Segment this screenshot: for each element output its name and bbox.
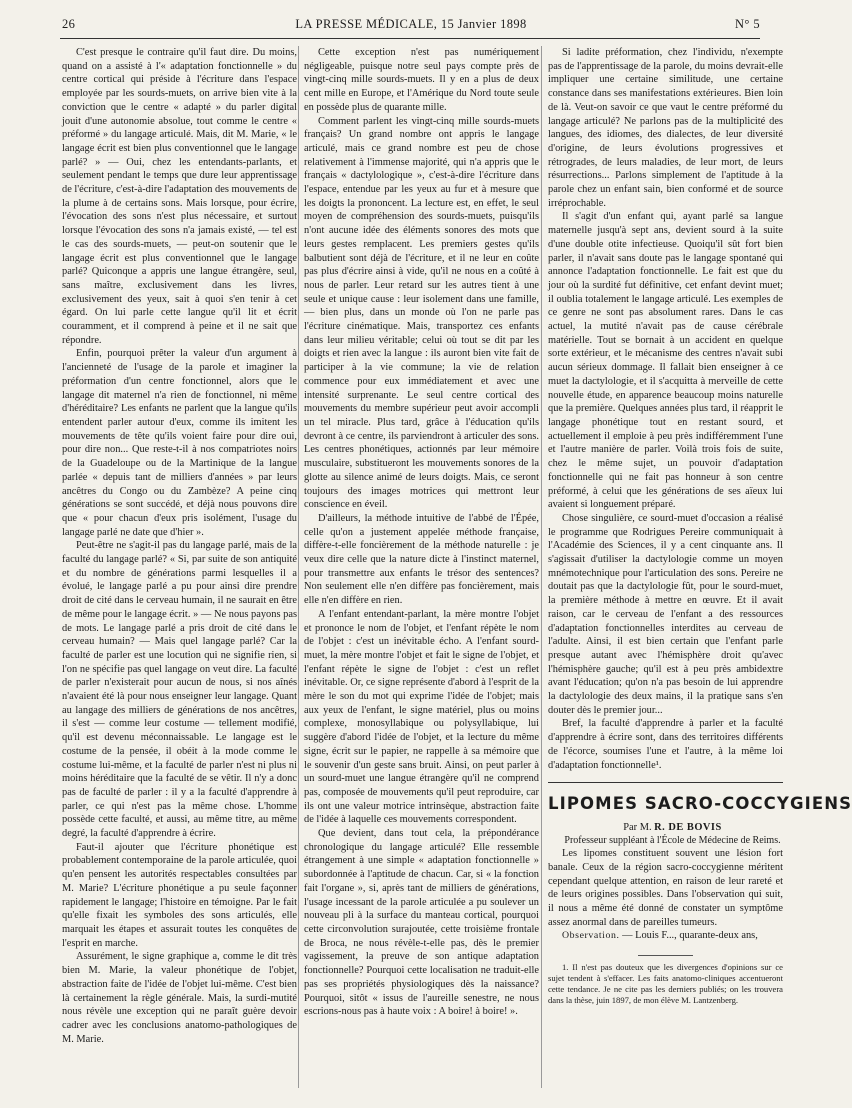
author-name: R. DE BOVIS — [654, 821, 722, 833]
journal-title: LA PRESSE MÉDICALE, 15 Janvier 1898 — [295, 17, 527, 31]
paragraph: Chose singulière, ce sourd-muet d'occasion a réalisé le programme que Rodrigues Pereire communiquait à l'Académie des Sciences, il y a cent cinquante ans. Il s'agissait d'utiliser la dactylologie comme un moyen mnémotechnique pour l'articulation des sons. Pereire ne doutait pas que la dactylologie fût, pour le sourd-muet, la première méthode à mettre en œuvre. Et il avait raison, car le cerveau de l'enfant a des ressources d'adaptation fonctionnelles interdites au cerveau de l'adulte. Ainsi, il est bien certain que l'enfant parle presque autant avec l'hémisphère droit qu'avec l'hémisphère gauche; qu'il est à peu près ambidextre avant l'éducation; qu'on n'a pas besoin de lui apprendre la dactylologie des deux mains, il la pratique sans s'en douter dès le premier jour... — [548, 512, 783, 716]
paragraph: C'est presque le contraire qu'il faut dire. Du moins, quand on a assisté à l'« adaptation fonctionnelle » du centre cortical qui préside à l'écriture dans l'espace employée par les sourds-muets, on arrive bien vite à la conviction que le centre « adapté » du parler digital jouit d'une autonomie absolue, tout comme le centre « préformé » du langage articulé. Mais, dit M. Marie, « le langage écrit est bien plus conventionnel que le langage parlé? » — Oui, chez les entendants-parlants, et seulement pendant le temps que dure leur apprentissage de l'écriture, c'est-à-dire l'adaptation des mouvements de la plume à de certains sons. Mais lorsque, pour écrire, l'évocation des sons n'est plus nécessaire, et surtout lorsque l'évocation des sons n'a jamais existé, — tel est le cas des sourds-muets, — peut-on soutenir que le langage écrit est plus conventionnel que le langage parlé? Quiconque a appris une langue étrangère, seul, sans maître, exclusivement dans les livres, exclusivement des yeux, sait à quoi s'en tenir à cet égard. On lui parle cette langue qu'il lit et écrit couramment, et il comprend à peine et il ne sait que répondre. — [62, 47, 297, 346]
text-column-3 — [548, 46, 852, 1006]
column-divider — [298, 46, 299, 1088]
paragraph: A l'enfant entendant-parlant, la mère montre l'objet et prononce le nom de l'objet, et l'enfant répète le nom de l'objet : c'est un inévitable écho. A l'enfant sourd-muet, la mère montre l'objet et fait le signe de l'objet, et l'enfant répète le signe de l'objet : c'est un reflet inévitable. Or, ce signe représente d'abord à l'esprit de la mère le son du mot qui exprime l'idée de l'objet; mais aux yeux de l'enfant, le signe matériel, plus ou moins complexe, monosyllabique ou polysyllabique, lui suggère d'abord l'idée de l'objet, et la lecture du même signe, écrit sur le papier, ne rappelle à sa mémoire que le souvenir d'un geste sans bruit. Ainsi, on peut parler à un sourd-muet une langue étrangère qu'il ne comprend pas, composée de mouvements qu'il peut reproduire, car ils ont une valeur motrice intrinsèque, abstraction faite de l'idée à laquelle ces mouvements correspondent. — [304, 608, 539, 826]
observation-paragraph — [548, 929, 783, 943]
header-rule — [60, 38, 760, 39]
paragraph: D'ailleurs, la méthode intuitive de l'abbé de l'Épée, celle qu'on a justement appelée méthode française, diffère-t-elle foncièrement de la méthode naturelle : je veux dire celle que la nature dicte à l'instinct maternel, pour transmettre aux enfants le trésor des sentences? Non seulement elle n'en diffère pas foncièrement, mais elle n'en diffère en rien. — [304, 512, 539, 607]
paragraph: Il s'agit d'un enfant qui, ayant parlé sa langue maternelle jusqu'à sept ans, devient sourd à la suite d'une double otite infectieuse. Quoiqu'il sût fort bien parler, il n'avait sans doute pas le langage spontané qui annonce l'adaptation fonctionnelle. Le fait est que du jour où la surdité fut définitive, cet enfant devint muet; il oublia totalement le langage articulé. Les exemples de ce genre ne sont pas absolument rares. Dans le cas actuel, la mutité n'avait pas de cause cérébrale matérielle. Tout se bornait à un accident en quelque sorte extérieur, et le mécanisme des centres n'avait subi aucun sérieux dommage. Il fallait bien enseigner à ce muet la dactylologie, et il s'acquitta à merveille de cette nouvelle étude, en apparence beaucoup moins naturelle que la première. Quelques années plus tard, il réapprit le langage phonétique tout en restant sourd, et actuellement il emploie à peu près indifféremment l'une et l'autre manière de parler. Voilà trois fois de suite, chez le même sujet, un pouvoir d'adaptation fonctionnelle qui ne fait pas honneur à son centre préformé, à celui que les générations de ses aïeux lui avaient si longuement préparé. — [548, 211, 783, 511]
article-title: LIPOMES SACRO-COCCYGIENS — [548, 794, 852, 814]
paragraph: Peut-être ne s'agit-il pas du langage parlé, mais de la faculté du langage parlé? « Si, par suite de son antiquité et du nombre de générations parmi lesquelles il a évolué, le langage parlé a pu pour ainsi dire prendre droit de cité dans le cerveau humain, il ne saurait en être de même pour le langage écrit. » — Ne nous payons pas de mots. Le langage parlé a pris droit de cité dans le cerveau humain? — Mais quel langage parlé? Car la faculté de parler est une locution qui ne signifie rien, si l'on ne spécifie pas quel langage on veut dire. La faculté de parler n'existerait pour aucun de nous, si nos aînés n'avaient été là pour nous enseigner leur langage. Quant au langage des milliers de générations de nos ancêtres, il s'est — comme leur costume — tellement modifié, qu'il est devenu méconnaissable. Le langage est le costume de la pensée, il obéit à la mode comme le costume lui-même, et la faculté de parler n'est ni plus ni moins héréditaire que la faculté de se vêtir. Il n'y a donc pas de faculté de parler : il y a la faculté d'apprendre à parler, ce qui n'est pas la même chose. L'homme possède cette faculté, et aussi, au même titre, au même degré, la faculté d'apprendre à écrire. — [62, 540, 297, 840]
footnote-rule — [638, 955, 693, 956]
paragraph: Assurément, le signe graphique a, comme le dit très bien M. Marie, la valeur phonétique de l'objet, abstraction faite de l'idée de l'objet lui-même. C'est bien là certainement la règle générale. Mais, la surdi-mutité nous révèle une exception qui ne paraît guère devoir cadrer avec les conclusions anatomo-pathologiques de M. Marie. — [62, 951, 297, 1045]
paragraph: Faut-il ajouter que l'écriture phonétique est probablement contemporaine de la parole articulée, quoi qu'en pensent les autorités respectables consultées par M. Marie? L'écriture phonétique a pu seule façonner rapidement le langage; l'histoire en témoigne. Par le fait qu'elle fixait les symboles des sons articulés, elle marquait les étapes et assurait toutes les conquêtes de l'esprit en marche. — [62, 841, 297, 949]
article-intro: Les lipomes constituent souvent une lésion fort banale. Ceux de la région sacro-coccygienne méritent cependant quelque attention, en raison de leur rareté et de leurs origines possibles. Dans l'observation qui suit, il nous a même été donné de constater un symptôme assez anormal dans de pareilles tumeurs. — [548, 848, 783, 928]
text-column-2 — [304, 46, 539, 1019]
page-header — [62, 17, 760, 37]
observation-label: Observation. — [562, 930, 620, 942]
byline — [548, 821, 783, 835]
paragraph: Que devient, dans tout cela, la prépondérance chronologique du langage articulé? Elle ressemble étrangement à une simple « adaptation fonctionnelle » subordonnée à l'aptitude de chacun. Car, si « la fonction fait l'organe », si, après tant de milliers de générations, l'usage incessant de la parole articulée a pu soulever un nouveau pli à la surface du manteau cortical, pourquoi cette circonvolution surajoutée, cette troisième frontale de Broca, ne nous révèle-t-elle pas, dès le premier vagissement, la preuve de son antique adaptation fonctionnelle? Pourquoi cette localisation ne traduit-elle pas ses propriétés physiologiques dès la naissance? Pourquoi, sitôt « issus de l'aureille senestre, ne nous escrions-nous pas à haute voix : A boire! à boire! ». — [304, 828, 539, 1018]
issue-number: N° 5 — [734, 17, 760, 31]
author-affiliation: Professeur suppléant à l'École de Médecine de Reims. — [564, 834, 781, 846]
paragraph: Bref, la faculté d'apprendre à parler et la faculté d'apprendre à écrire sont, dans des territoires différents de l'écorce, soumises l'une et l'autre, à la même loi d'adaptation fonctionnelle¹. — [548, 718, 783, 771]
paragraph: Enfin, pourquoi prêter la valeur d'un argument à l'ancienneté de l'usage de la parole et imaginer la préformation d'un centre fonctionnel, alors que le langage dit maternel n'a rien de fonctionnel, ni même d'héréditaire? Les enfants ne parlent que la langue qu'ils entendent parler autour d'eux, comme ils imitent les mouvements de tête qu'ils voient faire pour dire oui, pour dire non... Que reste-t-il à nos compatriotes noirs de la Guadeloupe ou de la Martinique de la langue parlée « depuis tant de milliers d'années » par leurs ancêtres du Congo ou du Zambèze? A peine cinq générations se sont succédé, et déjà nous pouvons dire que « pour chacun d'eux pris isolément, l'usage du langage parlé ne date que d'hier ». — [62, 348, 297, 538]
byline-prefix: Par M. — [623, 821, 655, 833]
text-column-1 — [62, 46, 297, 1046]
paragraph: Comment parlent les vingt-cinq mille sourds-muets français? Un grand nombre ont appris le langage articulé, mais ce grand nombre est peu de chose relativement à l'immense majorité, qui n'a appris que le français « dactylologique », c'est-à-dire l'écriture dans l'espace, entendue par les yeux au fur et à mesure que les doigts la prononcent. La lecture est, en effet, le seul moyen de compréhension des sourds-muets, puisqu'ils n'ont aucune idée des éléments sonores des mots que leurs gestes remplacent. Les premiers gestes qu'ils balbutient sont déjà de l'écriture, et il ne leur en coûte pas plus d'écrire ainsi à vide, qu'il ne nous en a coûté à nous de parler. Leur retard sur les autres tient à une seule et unique cause : leur isolement dans une famille, — bien plus, dans un monde où l'on ne parle pas l'écriture cinématique. Mais, transportez ces enfants dans leur milieu véritable; celui où tout se dit par les doigts et rien avec la langue : ils auront bien vite fait de participer à la vie commune; la vie de relation commence pour eux immédiatement et avec une intensité surprenante. Le seul centre cortical des mouvements du membre supérieur peut avoir accompli un tel miracle. Plus tard, grâce à l'éducation qu'ils devront à ce centre, ils parviendront à articuler des sons. Les centres phonétiques, actionnés par leur mémoire musculaire, substitueront les mouvements sonores de la glotte au silence animé de leurs doigts. Mais, ce seront toujours des images motrices qui mettront leur conscience en éveil. — [304, 115, 539, 511]
column-divider — [541, 46, 542, 1088]
article-separator — [548, 782, 783, 783]
page-number: 26 — [62, 17, 76, 31]
observation-text: — Louis F..., quarante-deux ans, — [619, 930, 758, 942]
paragraph: Si ladite préformation, chez l'individu, n'exempte pas de l'apprentissage de la parole, du moins devrait-elle impliquer une certaine similitude, une certaine constance dans ses manifestations extérieures. Bien loin de là. Veut-on savoir ce que vaut le centre préformé du langage articulé? Ne parlons pas de la multiplicité des langues, des idiomes, des dialectes, de leur diversité d'origine, de leurs évolutions progressives et rétrogrades, de leurs maladies, de leur mort, de leurs résurrections... Parlons simplement de l'aptitude à la parole chez un enfant sain, bien conformé et de source irréprochable. — [548, 47, 783, 209]
footnote: 1. Il n'est pas douteux que les divergences d'opinions sur ce sujet tendent à s'effacer. Les faits anatomo-cliniques accentueront cette tendance. Je ne cite pas les derniers publiés; on les trouvera dans la thèse, juin 1897, de mon élève M. Lantzenberg. — [548, 962, 783, 1006]
paragraph: Cette exception n'est pas numériquement négligeable, puisque notre seul pays compte près de vingt-cinq mille sourds-muets. Il y en a plus de deux cent mille en Europe, et l'Amérique du Nord toute seule en possède plus de quarante mille. — [304, 47, 539, 113]
